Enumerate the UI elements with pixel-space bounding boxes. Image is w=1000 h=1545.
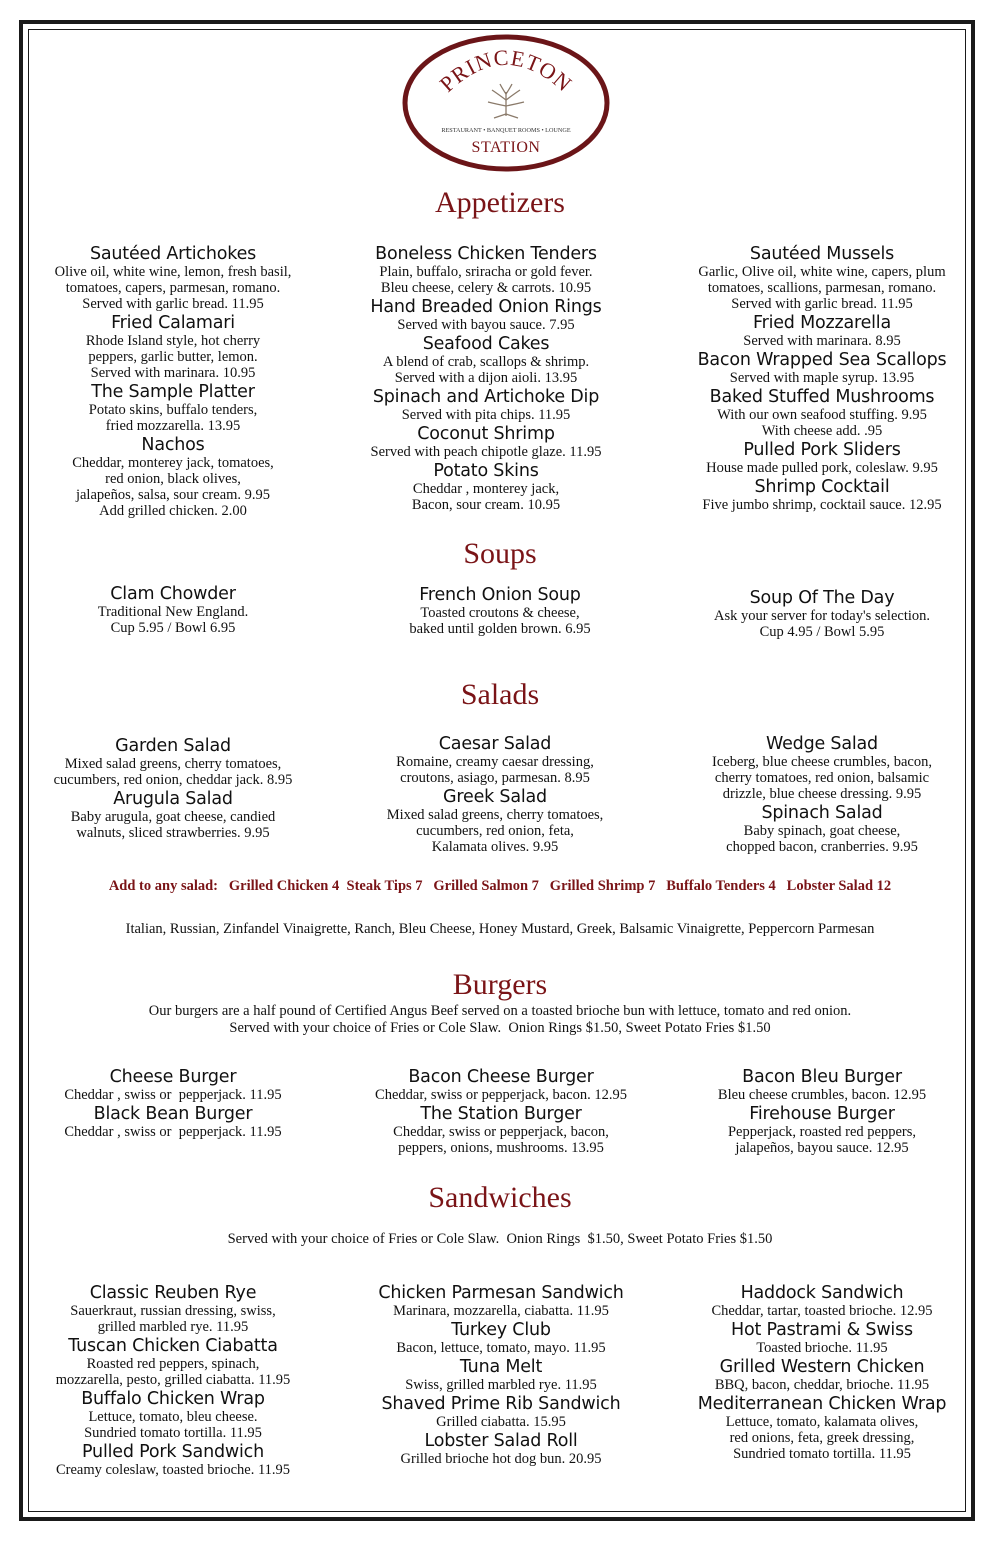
menu-item-description: Cheddar , monterey jack, — [412, 481, 560, 497]
menu-item-description: Bacon, lettuce, tomato, mayo. 11.95 — [396, 1340, 606, 1356]
menu-item-name: Bacon Wrapped Sea Scallops — [697, 350, 947, 370]
menu-item — [28, 1068, 318, 1105]
menu-item — [28, 1284, 318, 1337]
menu-item — [672, 245, 972, 314]
menu-item-description: Five jumbo shrimp, cocktail sauce. 12.95 — [702, 497, 942, 513]
menu-item — [28, 314, 318, 383]
menu-item-name: Baked Stuffed Mushrooms — [709, 387, 935, 407]
menu-item-name: Pulled Pork Sandwich — [82, 1442, 264, 1462]
menu-item-name: Greek Salad — [443, 787, 547, 807]
menu-item-description: Cup 4.95 / Bowl 5.95 — [759, 624, 885, 640]
menu-item-description: red onion, black olives, — [105, 471, 241, 487]
menu-item-description: drizzle, blue cheese dressing. 9.95 — [722, 786, 922, 802]
menu-item — [672, 351, 972, 388]
burgers-col-3 — [672, 1068, 972, 1156]
menu-item — [28, 1390, 318, 1443]
menu-item — [28, 585, 318, 636]
menu-item — [672, 441, 972, 478]
menu-item — [672, 1284, 972, 1321]
menu-item-description: Potato skins, buffalo tenders, — [88, 402, 258, 418]
menu-item-name: Soup Of The Day — [749, 588, 895, 608]
menu-item-description: cherry tomatoes, red onion, balsamic — [714, 770, 930, 786]
menu-item-description: Garlic, Olive oil, white wine, capers, plum — [698, 264, 946, 280]
salad-addons: Add to any salad: Grilled Chicken 4 Steak Tips 7 Grilled Salmon 7 Grilled Shrimp 7 Buffalo Tenders 4 Lobster Salad 12 — [108, 878, 892, 894]
menu-item-name: Tuna Melt — [459, 1357, 543, 1377]
menu-item — [28, 790, 318, 841]
menu-item — [672, 735, 972, 804]
menu-item-description: Pepperjack, roasted red peppers, — [727, 1124, 917, 1140]
menu-item — [672, 1068, 972, 1105]
menu-item-description: tomatoes, capers, parmesan, romano. — [65, 280, 281, 296]
menu-item-description: fried mozzarella. 13.95 — [105, 418, 241, 434]
princeton-station-logo — [402, 34, 610, 172]
menu-item-description: With cheese add. .95 — [761, 423, 883, 439]
menu-item — [28, 1337, 318, 1390]
burgers-intro-line-2: Served with your choice of Fries or Cole Slaw. Onion Rings $1.50, Sweet Potato Fries $1.50 — [229, 1020, 771, 1036]
logo-tagline: RESTAURANT • BANQUET ROOMS • LOUNGE — [441, 127, 571, 134]
menu-item-name: Spinach and Artichoke Dip — [372, 387, 600, 407]
menu-item-description: Plain, buffalo, sriracha or gold fever. — [379, 264, 593, 280]
appetizers-col-3 — [672, 245, 972, 513]
menu-item — [345, 245, 627, 298]
menu-item — [672, 478, 972, 513]
menu-item-name: Spinach Salad — [761, 803, 883, 823]
menu-item-description: Olive oil, white wine, lemon, fresh basil, — [54, 264, 292, 280]
menu-item-name: Pulled Pork Sliders — [743, 440, 901, 460]
menu-item-description: Served with garlic bread. 11.95 — [731, 296, 913, 312]
logo-title: PRINCETON — [434, 44, 578, 97]
menu-item — [345, 1432, 657, 1467]
menu-item-description: Marinara, mozzarella, ciabatta. 11.95 — [393, 1303, 609, 1319]
menu-item-name: Boneless Chicken Tenders — [375, 244, 597, 264]
menu-item-description: Swiss, grilled marbled rye. 11.95 — [405, 1377, 597, 1393]
menu-item-description: Romaine, creamy caesar dressing, — [396, 754, 594, 770]
menu-item-description: Add grilled chicken. 2.00 — [99, 503, 247, 519]
menu-item-description: croutons, asiago, parmesan. 8.95 — [400, 770, 590, 786]
salads-title: Salads — [460, 678, 540, 711]
menu-item-name: Wedge Salad — [766, 734, 878, 754]
menu-item-description: Served with peach chipotle glaze. 11.95 — [370, 444, 602, 460]
menu-item — [672, 589, 972, 640]
menu-item-description: Sundried tomato tortilla. 11.95 — [84, 1425, 262, 1441]
menu-item-name: Haddock Sandwich — [740, 1283, 904, 1303]
soups-title: Soups — [463, 537, 537, 570]
menu-item-name: Tuscan Chicken Ciabatta — [68, 1336, 278, 1356]
menu-item-name: Shaved Prime Rib Sandwich — [381, 1394, 621, 1414]
menu-item-description: Mixed salad greens, cherry tomatoes, — [64, 756, 282, 772]
burgers-col-1 — [28, 1068, 318, 1140]
menu-item — [672, 1105, 972, 1156]
menu-item-name: Coconut Shrimp — [417, 424, 555, 444]
menu-item — [345, 388, 627, 425]
menu-item-description: chopped bacon, cranberries. 9.95 — [726, 839, 918, 855]
menu-item — [672, 804, 972, 855]
menu-item-description: Creamy coleslaw, toasted brioche. 11.95 — [55, 1462, 291, 1478]
menu-item-name: Lobster Salad Roll — [424, 1431, 578, 1451]
menu-item-name: Bacon Cheese Burger — [408, 1067, 594, 1087]
menu-item-description: Sauerkraut, russian dressing, swiss, — [70, 1303, 276, 1319]
menu-item-description: Cheddar, swiss or pepperjack, bacon, — [393, 1124, 609, 1140]
menu-item-description: Mixed salad greens, cherry tomatoes, — [386, 807, 604, 823]
menu-item-name: Grilled Western Chicken — [719, 1357, 925, 1377]
menu-item-name: Caesar Salad — [438, 734, 552, 754]
menu-item-description: Cheddar , swiss or pepperjack. 11.95 — [64, 1087, 282, 1103]
menu-item-description: Rhode Island style, hot cherry — [85, 333, 261, 349]
menu-item-description: tomatoes, scallions, parmesan, romano. — [707, 280, 937, 296]
menu-item-name: Turkey Club — [451, 1320, 551, 1340]
menu-item-description: Served with marinara. 10.95 — [90, 365, 256, 381]
menu-item — [345, 1395, 657, 1432]
menu-item-description: red onions, feta, greek dressing, — [729, 1430, 915, 1446]
menu-item-description: cucumbers, red onion, feta, — [416, 823, 574, 839]
menu-item — [345, 1068, 657, 1105]
menu-item — [672, 1358, 972, 1395]
menu-item-name: Seafood Cakes — [422, 334, 550, 354]
menu-item-description: Grilled brioche hot dog bun. 20.95 — [400, 1451, 602, 1467]
menu-item-description: Ask your server for today's selection. — [713, 608, 931, 624]
menu-item-description: Bleu cheese crumbles, bacon. 12.95 — [717, 1087, 927, 1103]
menu-item — [28, 1443, 318, 1478]
salads-col-3 — [672, 735, 972, 855]
menu-item — [345, 335, 627, 388]
menu-item-description: Sundried tomato tortilla. 11.95 — [733, 1446, 911, 1462]
menu-item-description: Grilled ciabatta. 15.95 — [436, 1414, 566, 1430]
menu-item — [672, 314, 972, 351]
menu-item-name: French Onion Soup — [419, 585, 581, 605]
menu-item — [345, 462, 627, 513]
menu-item-description: Cheddar , swiss or pepperjack. 11.95 — [64, 1124, 282, 1140]
sandwiches-col-1 — [28, 1284, 318, 1478]
menu-item-description: cucumbers, red onion, cheddar jack. 8.95 — [53, 772, 293, 788]
menu-item-name: Firehouse Burger — [749, 1104, 895, 1124]
menu-item-description: jalapeños, salsa, sour cream. 9.95 — [75, 487, 271, 503]
menu-item-description: Served with pita chips. 11.95 — [401, 407, 571, 423]
menu-item — [672, 1395, 972, 1462]
menu-item-name: Nachos — [141, 435, 205, 455]
menu-item-description: BBQ, bacon, cheddar, brioche. 11.95 — [714, 1377, 930, 1393]
menu-item-description: mozzarella, pesto, grilled ciabatta. 11.95 — [55, 1372, 291, 1388]
menu-item-name: Sautéed Mussels — [749, 244, 895, 264]
menu-item-description: Lettuce, tomato, bleu cheese. — [88, 1409, 258, 1425]
menu-item-name: Mediterranean Chicken Wrap — [697, 1394, 947, 1414]
menu-item-name: Bacon Bleu Burger — [742, 1067, 902, 1087]
menu-item-name: Fried Mozzarella — [752, 313, 891, 333]
menu-item-description: Served with maple syrup. 13.95 — [729, 370, 915, 386]
menu-item-description: House made pulled pork, coleslaw. 9.95 — [706, 460, 938, 476]
menu-item-description: walnuts, sliced strawberries. 9.95 — [76, 825, 270, 841]
salads-col-2 — [345, 735, 645, 855]
menu-item-description: Bacon, sour cream. 10.95 — [411, 497, 561, 513]
menu-item — [345, 735, 645, 788]
menu-item-description: Bleu cheese, celery & carrots. 10.95 — [380, 280, 592, 296]
menu-item-description: A blend of crab, scallops & shrimp. — [382, 354, 590, 370]
soups-col-3 — [672, 589, 972, 640]
menu-item-name: The Sample Platter — [91, 382, 255, 402]
soups-col-2 — [345, 586, 655, 637]
menu-item-description: Cheddar, swiss or pepperjack, bacon. 12.95 — [375, 1087, 627, 1103]
menu-item-name: Cheese Burger — [109, 1067, 237, 1087]
menu-item — [345, 1105, 657, 1156]
menu-item — [28, 245, 318, 314]
salads-col-1 — [28, 737, 318, 841]
menu-item-description: Cheddar, tartar, toasted brioche. 12.95 — [711, 1303, 933, 1319]
menu-item-name: The Station Burger — [420, 1104, 582, 1124]
menu-item-description: jalapeños, bayou sauce. 12.95 — [735, 1140, 909, 1156]
sandwiches-col-3 — [672, 1284, 972, 1462]
menu-item-name: Hand Breaded Onion Rings — [370, 297, 602, 317]
menu-item-description: Served with bayou sauce. 7.95 — [397, 317, 575, 333]
menu-item — [345, 1358, 657, 1395]
menu-item — [345, 788, 645, 855]
menu-item-description: Served with a dijon aioli. 13.95 — [394, 370, 578, 386]
menu-item-description: Roasted red peppers, spinach, — [86, 1356, 260, 1372]
soups-col-1 — [28, 585, 318, 636]
sandwiches-title: Sandwiches — [428, 1181, 572, 1214]
menu-item-description: Iceberg, blue cheese crumbles, bacon, — [712, 754, 932, 770]
menu-item-name: Black Bean Burger — [93, 1104, 253, 1124]
menu-item-description: peppers, garlic butter, lemon. — [88, 349, 258, 365]
burgers-title: Burgers — [452, 968, 548, 1001]
menu-item-name: Hot Pastrami & Swiss — [731, 1320, 913, 1340]
menu-item — [345, 1284, 657, 1321]
burgers-col-2 — [345, 1068, 657, 1156]
menu-item-description: peppers, onions, mushrooms. 13.95 — [398, 1140, 604, 1156]
menu-item — [345, 586, 655, 637]
menu-item-description: Cheddar, monterey jack, tomatoes, — [72, 455, 274, 471]
menu-item — [345, 425, 627, 462]
menu-item-description: grilled marbled rye. 11.95 — [97, 1319, 249, 1335]
menu-item-name: Chicken Parmesan Sandwich — [378, 1283, 624, 1303]
menu-item-description: Served with marinara. 8.95 — [743, 333, 901, 349]
sandwiches-intro: Served with your choice of Fries or Cole Slaw. Onion Rings $1.50, Sweet Potato Fries $1.50 — [227, 1231, 773, 1247]
logo-subtitle: STATION — [471, 139, 541, 156]
menu-item — [28, 737, 318, 790]
salad-dressings: Italian, Russian, Zinfandel Vinaigrette, Ranch, Bleu Cheese, Honey Mustard, Greek, Balsamic Vinaigrette, Peppercorn Parmesan — [125, 921, 875, 937]
menu-item-name: Clam Chowder — [110, 584, 236, 604]
burgers-intro-line-1: Our burgers are a half pound of Certified Angus Beef served on a toasted brioche bun with lettuce, tomato and red onion. — [148, 1003, 852, 1019]
menu-item-name: Fried Calamari — [111, 313, 235, 333]
appetizers-col-2 — [345, 245, 627, 513]
appetizers-title: Appetizers — [435, 186, 565, 219]
menu-item-name: Classic Reuben Rye — [89, 1283, 257, 1303]
menu-item-description: Cup 5.95 / Bowl 6.95 — [110, 620, 236, 636]
menu-item-description: Served with garlic bread. 11.95 — [82, 296, 264, 312]
menu-item-name: Sautéed Artichokes — [89, 244, 257, 264]
menu-item — [345, 298, 627, 335]
menu-item-description: Lettuce, tomato, kalamata olives, — [725, 1414, 919, 1430]
sandwiches-col-2 — [345, 1284, 657, 1467]
menu-item-name: Shrimp Cocktail — [754, 477, 890, 497]
menu-item-description: Traditional New England. — [97, 604, 249, 620]
menu-item-description: Toasted brioche. 11.95 — [756, 1340, 888, 1356]
appetizers-col-1 — [28, 245, 318, 519]
menu-item-description: Toasted croutons & cheese, — [420, 605, 580, 621]
menu-item — [672, 1321, 972, 1358]
menu-item-name: Buffalo Chicken Wrap — [81, 1389, 265, 1409]
menu-item-description: Baby arugula, goat cheese, candied — [70, 809, 276, 825]
menu-item — [28, 383, 318, 436]
menu-item-description: Kalamata olives. 9.95 — [431, 839, 559, 855]
menu-item-description: baked until golden brown. 6.95 — [409, 621, 591, 637]
menu-item-name: Garden Salad — [115, 736, 231, 756]
menu-item-name: Potato Skins — [433, 461, 539, 481]
menu-item — [672, 388, 972, 441]
menu-item-description: Baby spinach, goat cheese, — [743, 823, 901, 839]
menu-item-description: With our own seafood stuffing. 9.95 — [717, 407, 927, 423]
menu-item-name: Arugula Salad — [113, 789, 233, 809]
menu-item — [345, 1321, 657, 1358]
menu-item — [28, 1105, 318, 1140]
menu-item — [28, 436, 318, 519]
